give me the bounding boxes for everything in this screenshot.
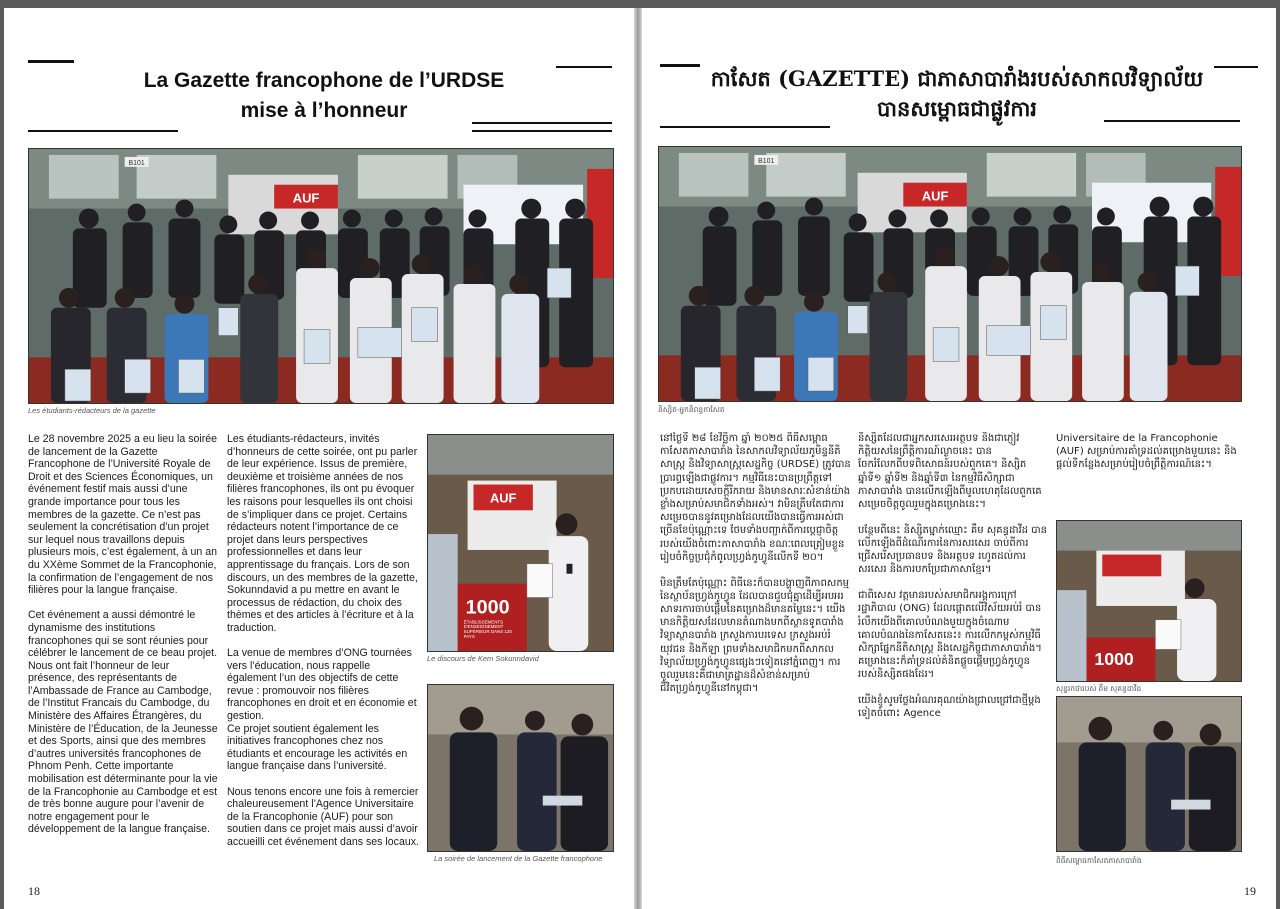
speech-photo	[1056, 520, 1242, 682]
soiree-photo-caption: ពិធីសម្ពោធកាសែតភាសាបារាំង	[1056, 856, 1142, 865]
auf-sign: AUF	[921, 188, 949, 204]
soiree-photo	[427, 684, 614, 852]
text-column-1	[660, 432, 852, 882]
page-right	[642, 8, 1276, 909]
page-number: 18	[28, 884, 40, 898]
banner-text: ÉTABLISSEMENTS D'ENSEIGNEMENT SUPÉRIEUR DANS 120 PAYS	[463, 619, 512, 640]
text-column-3	[1056, 432, 1246, 512]
group-photo-caption: និស្សិត-អ្នកនិពន្ធកាសែត	[658, 405, 725, 414]
text-column-1	[28, 433, 218, 878]
text-column-2	[858, 432, 1048, 882]
banner-number: 1000	[1094, 649, 1134, 670]
paragraph: Les étudiants-rédacteurs, invités d’honneurs de cette soirée, ont pu parler de leur expérience. Issus de première, deuxième et troisième années de nos filières francophones, ils ont pu évoquer les raisons pour lesquelles ils ont choisi de s’impliquer dans ce projet. Certains rédacteurs notent l’importance de ce projet dans leurs perspectives professionnelles et dans leur apprentissage du français. Lors de son discours, un des membres de la gazette, Sokunndavid a pu mettre en avant le processus de rédaction, du choix des thèmes et des articles à l’écriture et à la traduction.	[227, 433, 418, 634]
paragraph: Cet événement a aussi démontré le dynamisme des institutions francophones qui se sont réunies pour célébrer le lancement de ce beau projet. Nous ont fait l’honneur de leur présence, des représentants de l’Ambassade de France au Cambodge, de l’Institut Francais du Cambodge, du Ministère des Affaires Étrangères, du Ministère de l’Éducation, de la Jeunesse et des Sports, ainsi que des membres d’autres universités francophones de Phnom Penh. Cette importante mobilisation est déterminante pour la vie de la Francophonie au Cambodge et est de très bonne augure pour l’avenir de notre engagement pour le développement de la langue française.	[28, 609, 218, 836]
article-title-khmer	[682, 64, 1232, 124]
group-photo-caption: Les étudiants-rédacteurs de la gazette	[28, 406, 156, 415]
title-rule-top-right	[556, 66, 612, 68]
title-rule-bottom-left	[28, 130, 178, 132]
room-sign: B101	[758, 157, 775, 165]
paragraph: បន្ថែមពីនេះ និស្សិតម្នាក់ឈ្មោះ គឹម សុគន្ធដាវីដ បានលើកឡើងពីដំណើរការនៃការសរសេរ ចាប់ពីការជ្រើសរើសប្រធានបទ និងអត្ថបទ រហូតដល់ការសរសេរ និងការបកប្រែជាភាសាខ្មែរ។	[858, 524, 1048, 576]
article-title-line1: La Gazette francophone de l’URDSE	[143, 69, 505, 92]
title-rule-top-left	[28, 60, 74, 63]
speech-photo-caption: Le discours de Kem Sokunndavid	[427, 654, 539, 663]
page-number: 19	[1244, 884, 1256, 898]
soiree-photo-caption: La soirée de lancement de la Gazette francophone	[434, 854, 603, 863]
article-title-line1: កាសែត (GAZETTE) ជាភាសាបារាំងរបស់សាកលវិទ្យាល័យ	[710, 66, 1204, 91]
article-title	[104, 66, 544, 126]
page-left	[4, 8, 634, 909]
paragraph: Le 28 novembre 2025 a eu lieu la soirée de lancement de la Gazette Francophone de l’Université Royale de Droit et des Sciences Économiques, un événement festif mais aussi d’une grande importance pour tous les membres de la gazette. Ce n’est pas seulement la concrétisation d’un projet sur lequel nous travaillons depuis plusieurs mois, c’est également, à un an du XXème Sommet de la Francophonie, la confirmation de l’engagement de nos filières pour la langue française.	[28, 433, 218, 597]
auf-sign: AUF	[489, 490, 517, 506]
room-sign: B101	[128, 159, 145, 167]
group-photo	[658, 146, 1242, 402]
text-column-2	[227, 433, 419, 878]
paragraph: យើងខ្ញុំសូមថ្លែងអំណរគុណយ៉ាងជ្រាលជ្រៅជាថ្មីម្តងទៀតចំពោះ Agence	[858, 695, 1041, 720]
group-photo	[28, 148, 614, 404]
paragraph: Universitaire de la Francophonie (AUF) សម្រាប់ការគាំទ្រដល់គម្រោងមួយនេះ និងផ្តល់ទីកន្លែងសម្រាប់រៀបចំព្រឹត្តិការណ៍នេះ។	[1056, 433, 1237, 471]
auf-sign: AUF	[292, 190, 320, 206]
title-rule-bottom-right	[472, 130, 612, 132]
article-title-line2: mise à l’honneur	[240, 99, 408, 122]
paragraph: Nous tenons encore une fois à remercier chaleureusement l’Agence Universitaire de la Francophonie (AUF) pour son soutien dans ce projet mais aussi d’avoir accueilli cet événement dans ses locaux.	[227, 785, 419, 848]
spread-gutter	[634, 8, 642, 909]
paragraph: មិនត្រឹមតែប៉ុណ្ណោះ ពិធីនេះក៏បានបង្ហាញពីភាពសកម្មនៃស្ថាប័នហ្វ្រង់កូហ្វូន ដែលបានជួបជុំគ្នាដើម្បីអបអរសាទរការចាប់ផ្តើមនៃគម្រោងដ៏មានតម្លៃនេះ។ យើងមានកិត្តិយសដែលមានតំណាងមកពីស្ថានទូតបារាំង វិទ្យាស្ថានបារាំង ក្រសួងការបរទេស ក្រសួងអប់រំ យុវជន និងកីឡា ព្រមទាំងសមាជិកមកពីសាកលវិទ្យាល័យហ្វ្រង់កូហ្វូនផ្សេងៗទៀតនៅភ្នំពេញ។ ការចូលរួមនេះគឺជាមាត្រដ្ឋានដ៏សំខាន់សម្រាប់ជីវិតហ្វ្រង់កូហ្វូនីនៅកម្ពុជា។	[660, 577, 850, 695]
banner-number: 1000	[465, 596, 510, 619]
paragraph: La venue de membres d’ONG tournées vers l’éducation, nous rappelle également l’un des objectifs de cette revue : promouvoir nos filières francophones en droit et en économie et gestion. Ce projet soutient également les initiatives francophones chez nos étudiants et encourage les activités en langue française dans l’université.	[227, 647, 417, 773]
speech-photo	[427, 434, 614, 652]
paragraph: ជាពិសេស វត្តមានរបស់សមាជិកអង្គការក្រៅរដ្ឋាភិបាល (ONG) ដែលផ្តោតលើវិស័យអប់រំ បានរំលឹកយើងពីគោលបំណងមួយក្នុងចំណោមគោលបំណងនៃកាសែតនេះ៖ ការលើកកម្ពស់កម្មវិធីសិក្សាផ្នែកនីតិសាស្ត្រ និងសេដ្ឋកិច្ចជាភាសាបារាំង។ គម្រោងនេះក៏គាំទ្រដល់គំនិតផ្តួចផ្តើមហ្វ្រង់កូហ្វូនរបស់និស្សិតផងដែរ។	[858, 590, 1042, 681]
article-title-line2: បានសម្ពោធជាផ្លូវការ	[877, 96, 1037, 121]
paragraph: នៅថ្ងៃទី ២៨ ខែវិច្ឆិកា ឆ្នាំ ២០២៥ ពិធីសម្ពោធកាសែតភាសាបារាំង នៃសាកលវិទ្យាល័យភូមិន្ទនីតិសាស្ត្រ និងវិទ្យាសាស្ត្រសេដ្ឋកិច្ច (URDSE) ត្រូវបានប្រារព្ធឡើងជាផ្លូវការ។ កម្មវិធីនេះបានប្រព្រឹត្តទៅប្រកបដោយសេចក្តីរីករាយ និងមានសារៈសំខាន់យ៉ាងខ្លាំងសម្រាប់សមាជិកទាំងអស់។ វាមិនត្រឹមតែជាការសម្រេចបាននូវគម្រោងដែលយើងបានធ្វើការអស់ជាច្រើនខែប៉ុណ្ណោះទេ ថែមទាំងបញ្ជាក់ពីការប្តេជ្ញាចិត្តរបស់យើងចំពោះភាសាបារាំង ខណៈពេលត្រៀមខ្លួនរៀបចំកិច្ចប្រជុំកំពូលហ្វ្រង់កូហ្វូនីលើកទី ២០។	[660, 433, 851, 563]
speech-photo-caption: សុន្ទរកថារបស់ គឹម សុគន្ធដាវីដ	[1056, 684, 1142, 693]
soiree-photo	[1056, 696, 1242, 852]
title-rule-bottom-left	[660, 126, 830, 128]
paragraph: និស្សិតដែលជាអ្នកសរសេរអត្ថបទ និងជាភ្ញៀវកិត្តិយសនៃព្រឹត្តិការណ៍ល្ងាចនេះ បានចែករំលែកពីបទពិសោធន៍របស់ពួកគេ។ និស្សិតឆ្នាំទី១ ឆ្នាំទី២ និងឆ្នាំទី៣ នៃកម្មវិធីសិក្សាជាភាសាបារាំង បានលើកឡើងពីមូលហេតុដែលពួកគេសម្រេចចិត្តចូលរួមក្នុងគម្រោងនេះ។	[858, 433, 1042, 511]
